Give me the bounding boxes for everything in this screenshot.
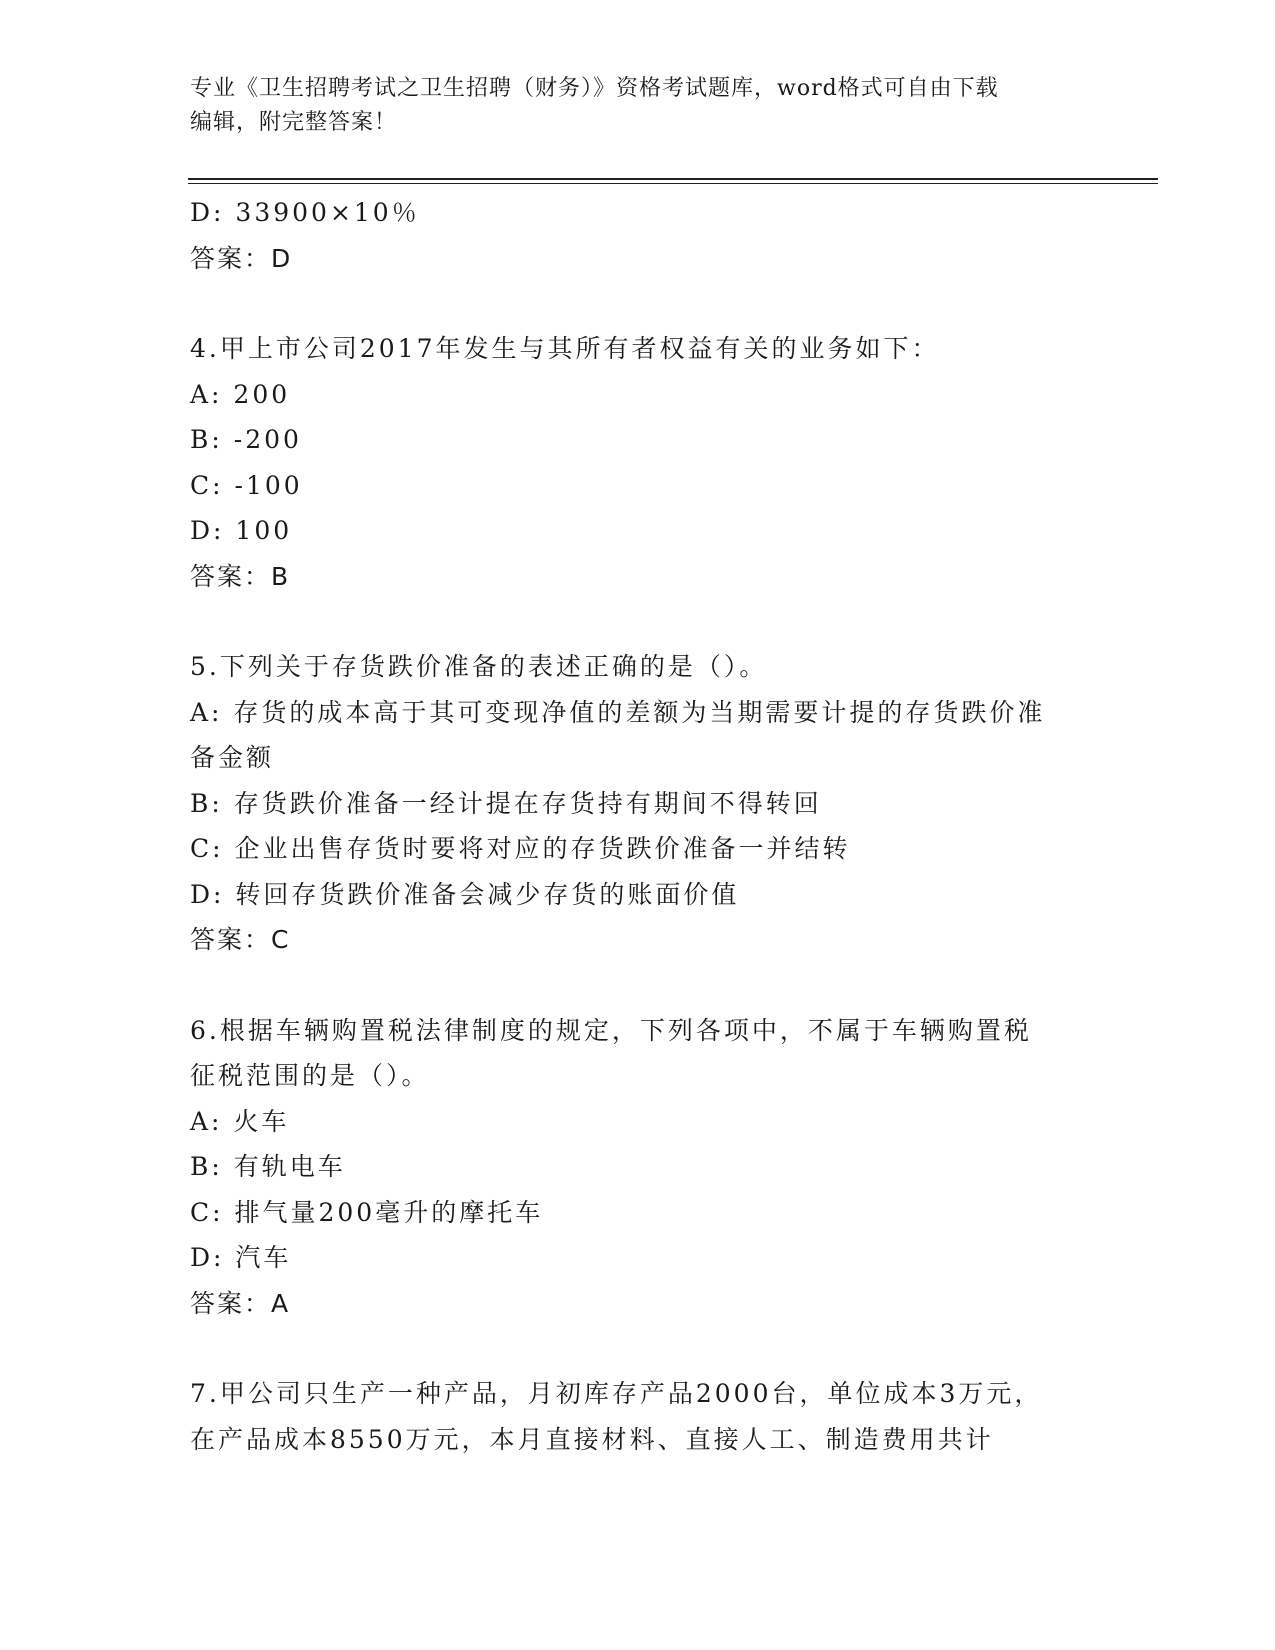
question-stem: 4.甲上市公司2017年发生与其所有者权益有关的业务如下： — [190, 334, 940, 363]
header-rule-thick — [188, 178, 1158, 180]
question-stem-continued: 征税范围的是（）。 — [190, 1061, 430, 1090]
q3-option-d: D: 33900×10％ — [190, 198, 420, 227]
option-a-continued: 备金额 — [190, 743, 275, 772]
header-rule-thin — [188, 183, 1158, 184]
option-d: D: 转回存货跌价准备会减少存货的账面价值 — [190, 879, 740, 909]
question-6 — [190, 1008, 1090, 1327]
option-b: B: 存货跌价准备一经计提在存货持有期间不得转回 — [190, 788, 822, 818]
document-header — [190, 72, 1070, 140]
option-c: C: 排气量200毫升的摩托车 — [190, 1197, 544, 1227]
document-body — [190, 190, 1090, 1462]
option-a: A: 火车 — [190, 1106, 290, 1136]
header-line-2: 编辑，附完整答案！ — [190, 110, 398, 135]
spacer — [190, 599, 1090, 644]
option-a: A: 200 — [190, 379, 291, 409]
option-b: B: -200 — [190, 425, 302, 454]
q3-answer: 答案：D — [190, 243, 293, 273]
spacer — [190, 963, 1090, 1008]
question-5 — [190, 644, 1090, 963]
option-d: D: 100 — [190, 516, 293, 545]
spacer — [190, 281, 1090, 326]
question-stem: 6.根据车辆购置税法律制度的规定，下列各项中，不属于车辆购置税 — [190, 1015, 1032, 1045]
option-d: D: 汽车 — [190, 1243, 292, 1272]
answer: 答案：A — [190, 1288, 291, 1318]
option-a: A: 存货的成本高于其可变现净值的差额为当期需要计提的存货跌价准 — [190, 697, 1046, 727]
option-c: C: 企业出售存货时要将对应的存货跌价准备一并结转 — [190, 834, 851, 863]
question-4 — [190, 326, 1090, 599]
spacer — [190, 1326, 1090, 1371]
answer: 答案：C — [190, 925, 291, 954]
answer: 答案：B — [190, 561, 291, 591]
option-b: B: 有轨电车 — [190, 1152, 346, 1181]
question-stem: 7.甲公司只生产一种产品，月初库存产品2000台，单位成本3万元， — [190, 1379, 1043, 1408]
option-c: C: -100 — [190, 470, 303, 500]
question-7 — [190, 1371, 1090, 1462]
question-stem: 5.下列关于存货跌价准备的表述正确的是（）。 — [190, 652, 768, 681]
question-stem-continued: 在产品成本8550万元，本月直接材料、直接人工、制造费用共计 — [190, 1424, 994, 1454]
header-line-1: 专业《卫生招聘考试之卫生招聘（财务）》资格考试题库，word格式可自由下载 — [190, 76, 999, 101]
